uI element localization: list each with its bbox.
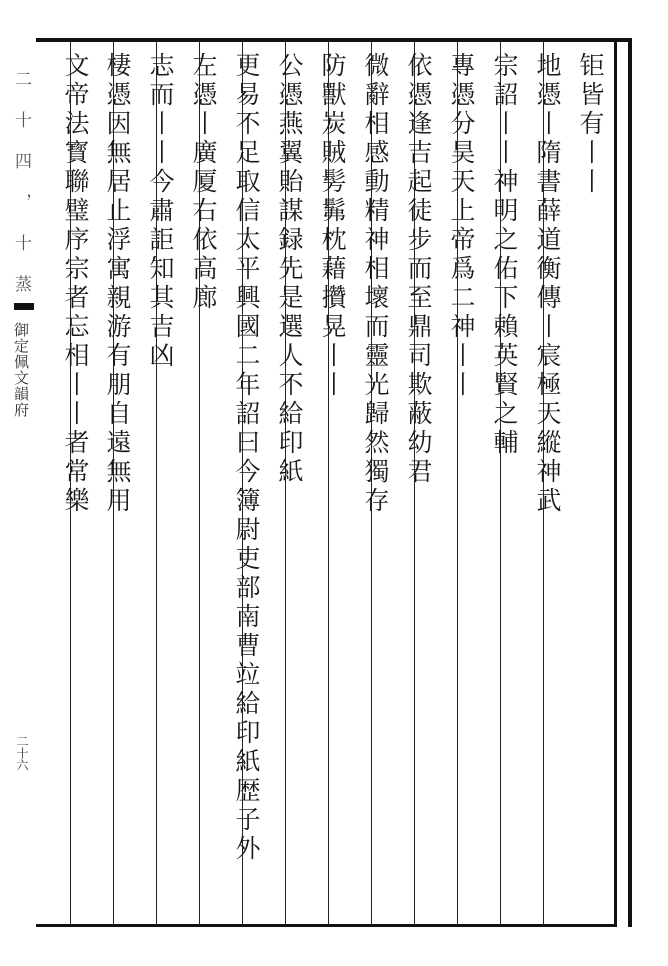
text-column-11-text: 志而丨丨今肅詎知其吉凶 bbox=[146, 52, 175, 371]
text-column-6 bbox=[358, 52, 392, 918]
frame-right-outer-border bbox=[628, 38, 632, 927]
text-column-13-text: 文帝法寳聯璧序宗者忘相丨丨者常樂 bbox=[61, 52, 90, 516]
text-column-5 bbox=[401, 52, 435, 918]
frame-right-border bbox=[614, 38, 617, 927]
text-column-7-text: 防獸炭賊髣髴枕藉攢晃丨丨 bbox=[318, 52, 347, 400]
text-column-1-text: 钜皆有丨丨 bbox=[576, 52, 605, 197]
text-column-9 bbox=[229, 52, 263, 918]
margin-page-number-text: 二十六 bbox=[15, 735, 29, 771]
text-column-4 bbox=[444, 52, 478, 918]
text-column-7 bbox=[315, 52, 349, 918]
text-column-13 bbox=[58, 52, 92, 918]
margin-section-title bbox=[10, 70, 32, 300]
text-column-10 bbox=[186, 52, 220, 918]
text-column-3 bbox=[487, 52, 521, 918]
text-column-12-text: 棲憑因無居止浮寓親游有朋自遠無用 bbox=[103, 52, 132, 516]
margin-book-title-text: 御定佩文韻府 bbox=[12, 322, 30, 418]
text-column-1 bbox=[573, 52, 607, 918]
text-column-6-text: 微辭相感動精神相壞而靈光歸然獨存 bbox=[361, 52, 390, 516]
margin-page-number bbox=[12, 735, 32, 795]
margin-section-title-text: 二 十 四 ， 十 蒸 bbox=[11, 70, 31, 294]
text-column-2-text: 地憑丨隋書薛道衡傳丨宸極天縱神武 bbox=[533, 52, 562, 516]
text-column-10-text: 左憑丨廣厦右依高廊 bbox=[189, 52, 218, 313]
text-column-2 bbox=[530, 52, 564, 918]
text-column-3-text: 宗詔丨丨神明之佑下賴英賢之輔 bbox=[490, 52, 519, 458]
text-column-5-text: 依憑逢吉起徒步而至鼎司欺蔽幼君 bbox=[404, 52, 433, 487]
text-column-12 bbox=[100, 52, 134, 918]
text-column-4-text: 專憑分昊天上帝爲二神丨丨 bbox=[447, 52, 476, 400]
text-column-11 bbox=[143, 52, 177, 918]
margin-book-title bbox=[10, 322, 32, 492]
text-column-8-text: 公憑燕翼貽謀録先是選人不給印紙 bbox=[275, 52, 304, 487]
frame-bottom-border bbox=[36, 924, 616, 927]
text-column-8 bbox=[272, 52, 306, 918]
fishtail-mark bbox=[14, 300, 34, 314]
text-column-9-text: 更易不足取信太平興國二年詔曰今簿尉吏部南曹竝給印紙歴子外 bbox=[232, 52, 261, 864]
